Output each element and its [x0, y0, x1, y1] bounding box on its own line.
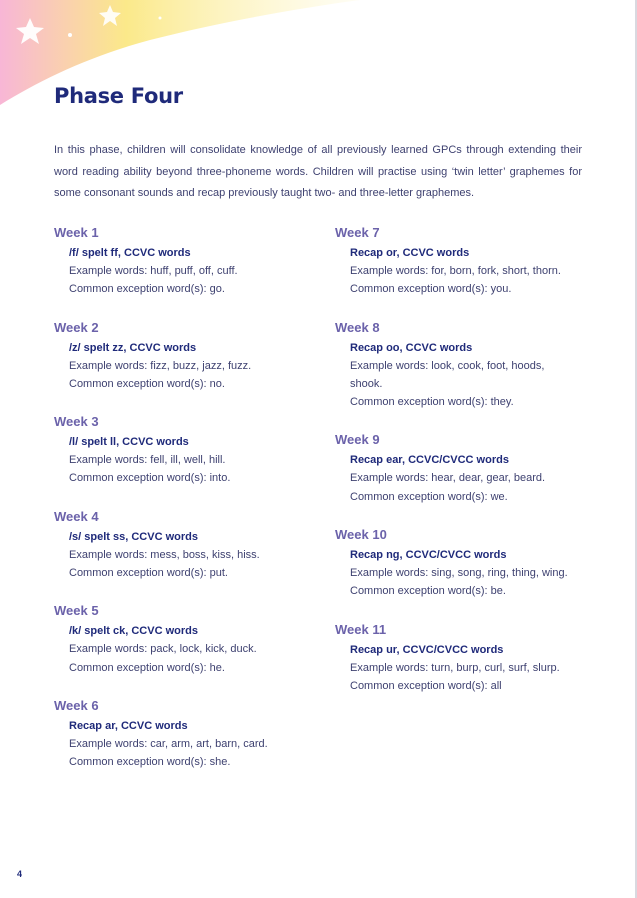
week-heading: Week 10 [335, 527, 387, 543]
week-section [335, 431, 585, 506]
exception-words: Common exception word(s): he. [69, 661, 225, 674]
week-focus: /k/ spelt ck, CCVC words [69, 625, 198, 638]
example-words: Example words: car, arm, art, barn, card. [69, 737, 268, 750]
week-section [54, 602, 304, 677]
example-words: Example words: huff, puff, off, cuff. [69, 265, 238, 277]
week-section [335, 526, 585, 601]
week-section [335, 319, 585, 412]
week-focus: /z/ spelt zz, CCVC words [69, 341, 197, 354]
week-section [335, 224, 585, 299]
week-focus: Recap ur, CCVC/CVCC words [350, 643, 504, 656]
week-focus: /f/ spelt ff, CCVC words [69, 247, 191, 259]
example-words: Example words: look, cook, foot, hoods, shook. [350, 359, 545, 390]
week-heading: Week 2 [54, 319, 99, 335]
week-section [54, 224, 304, 299]
week-heading: Week 8 [335, 319, 380, 335]
week-section [54, 413, 304, 488]
left-column [54, 224, 304, 792]
exception-words: Common exception word(s): all [350, 679, 502, 692]
week-heading: Week 9 [335, 432, 380, 448]
week-focus: /s/ spelt ss, CCVC words [69, 530, 198, 543]
intro-paragraph: In this phase, children will consolidate knowledge of all previously learned GPCs through extending their word reading ability beyond three-phoneme words. Children will practise using ‘twin letter’ graphemes for some consonant sounds and recap previously taught two- and three-letter graphemes. [54, 144, 582, 199]
exception-words: Common exception word(s): you. [350, 283, 512, 296]
exception-words: Common exception word(s): put. [69, 567, 228, 580]
right-column [335, 224, 585, 715]
exception-words: Common exception word(s): we. [350, 490, 508, 503]
week-focus: Recap or, CCVC words [350, 247, 470, 259]
exception-words: Common exception word(s): go. [69, 283, 225, 296]
page-title: Phase Four [54, 84, 183, 108]
week-focus: Recap ar, CCVC words [69, 719, 188, 732]
week-heading: Week 4 [54, 508, 99, 524]
week-focus: Recap oo, CCVC words [350, 341, 473, 354]
week-heading: Week 7 [335, 225, 380, 240]
week-focus: Recap ear, CCVC/CVCC words [350, 454, 509, 467]
example-words: Example words: turn, burp, curl, surf, slurp. [350, 661, 560, 674]
exception-words: Common exception word(s): she. [69, 756, 231, 769]
week-heading: Week 1 [54, 225, 99, 240]
week-section [54, 319, 304, 394]
exception-words: Common exception word(s): into. [69, 472, 231, 485]
week-heading: Week 6 [54, 697, 99, 713]
example-words: Example words: hear, dear, gear, beard. [350, 472, 546, 485]
example-words: Example words: fizz, buzz, jazz, fuzz. [69, 359, 252, 372]
week-section [335, 621, 585, 696]
page-number: 4 [17, 869, 23, 879]
example-words: Example words: sing, song, ring, thing, wing. [350, 567, 568, 580]
exception-words: Common exception word(s): no. [69, 377, 225, 390]
exception-words: Common exception word(s): be. [350, 585, 506, 598]
week-heading: Week 11 [335, 621, 387, 637]
week-focus: Recap ng, CCVC/CVCC words [350, 549, 507, 562]
week-section [54, 697, 304, 772]
week-heading: Week 5 [54, 603, 99, 619]
exception-words: Common exception word(s): they. [350, 396, 514, 409]
example-words: Example words: for, born, fork, short, thorn. [350, 265, 561, 277]
example-words: Example words: pack, lock, kick, duck. [69, 643, 257, 656]
week-focus: /l/ spelt ll, CCVC words [69, 436, 189, 449]
week-heading: Week 3 [54, 414, 99, 430]
example-words: Example words: fell, ill, well, hill. [69, 454, 226, 467]
week-section [54, 508, 304, 583]
example-words: Example words: mess, boss, kiss, hiss. [69, 548, 260, 561]
